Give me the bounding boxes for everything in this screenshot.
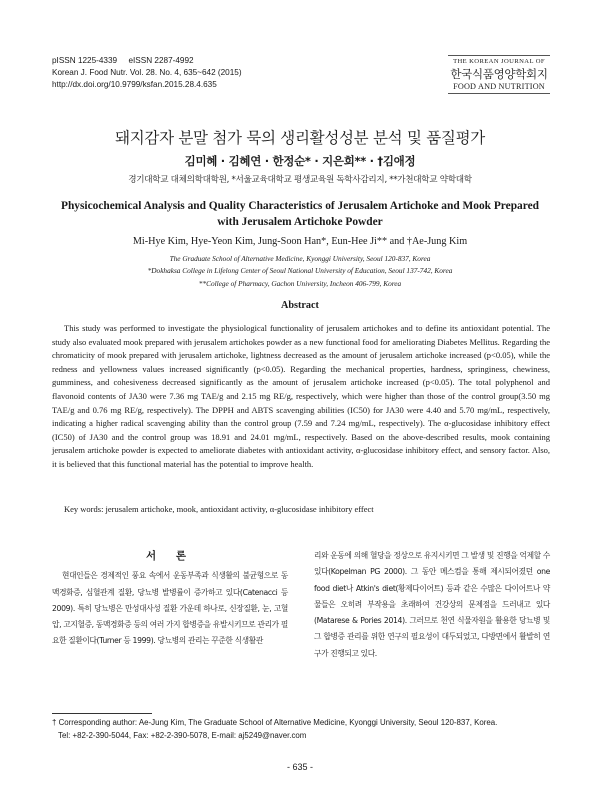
affiliation-1: The Graduate School of Alternative Medicine, Kyonggi University, Seoul 120-837, Korea	[169, 254, 431, 263]
journal-en-bottom: FOOD AND NUTRITION	[448, 82, 550, 94]
authors-korean: 김미혜 · 김혜연 · 한정순* · 지은희** · †김애정	[184, 154, 416, 168]
abstract-body: This study was performed to investigate the physiological functionality of jerusalem artichokes and to define its antioxidant potential. The study also evaluated mook prepared with jerusalem artichokes powder as a new functional food for ameliorating Diabetes Mellitus. Regarding the chromaticity of mook prepared with jerusalem artichoke, lightness decreased as the amount of jerusalem artichoke increased (p<0.05), while the redness and yellowness values increased significantly (p<0.05). Regarding the mechanical properties, hardness, springiness, chewiness, gumminess, and cohesiveness decreased significantly as the amount of jerusalem artichoke increased (p<0.05). The total polyphenol and flavonoid contents of JA30 were 7.36 mg TAE/g and 2.15 mg RE/g, respectively, which were higher than those of the control group(3.50 mg TAE/g and 0.76 mg RE/g, respectively). The DPPH and ABTS scavenging abilities (IC50) for JA30 were 4.40 and 5.70 mg/mL, respectively, indicating a higher radical scavenging ability than the control group (7.59 and 7.24 mg/mL, respectively). The α-glucosidase inhibitory effect (IC50) of JA30 and the control group was 18.91 and 24.01 mg/mL, respectively. Based on the above-described results, mook containing jerusalem artichoke powder is expected to ameliorate diabetes with antioxidant activity, α-glucosidase inhibitory effect, and sensory factor. Also, it is believed that this functional material has the potential to improve health.	[52, 323, 550, 469]
footnote-line-2: Tel: +82-2-390-5044, Fax: +82-2-390-5078, E-mail: aj5249@naver.com	[58, 731, 307, 741]
intro-paragraph-left: 현대인들은 경제적인 풍요 속에서 운동부족과 식생활의 불균형으로 동맥경화증, 심혈관계 질환, 당뇨병 발병률이 증가하고 있다(Catenacci 등 2009). 특히 당뇨병은 만성대사성 질환 가운데 하나로, 신장질환, 눈, 고혈압, 고지혈증, 동맥경화증 등의 여러 가지 합병증을 유발시키므로 관리가 필요한 질환이다(Turner 등 1999). 당뇨병의 관리는 꾸준한 식생활관	[52, 571, 288, 646]
section-heading-intro: 서 론	[146, 550, 194, 562]
affiliation-2: *Dokhaksa College in Lifelong Center of Seoul National University of Education, Seoul 137-742, Korea	[147, 266, 453, 276]
abstract-heading: Abstract	[281, 300, 319, 311]
intro-right-column	[314, 548, 550, 662]
journal-logo	[448, 55, 550, 94]
corresponding-author-footnote	[52, 716, 550, 742]
intro-left-column	[52, 548, 288, 650]
journal-kr: 한국식품영양학회지	[450, 67, 548, 81]
affiliations-korean: 경기대학교 대체의학대학원, *서울교육대학교 평생교육원 독학사감리지, **가천대학교 약학대학	[128, 175, 472, 185]
authors-english: Mi-Hye Kim, Hye-Yeon Kim, Jung-Soon Han*, Eun-Hee Ji** and †Ae-Jung Kim	[132, 236, 468, 247]
intro-paragraph-right: 리와 운동에 의해 혈당을 정상으로 유지시키면 그 발생 및 진행을 억제할 수 있다(Kopelman PG 2000). 그 동안 메스컴을 통해 제시되어졌던 one food diet나 Atkin's diet(황제다이어트) 등과 같은 수많은 다이어트나 약물들은 오히려 부작용을 초래하여 건강상의 문제점을 드러내고 있다(Matarese & Pories 2014). 그러므로 천연 식물자원을 활용한 당뇨병 및 그 합병증 관리를 위한 연구의 필요성이 대두되었고, 다방면에서 활발히 연구가 진행되고 있다.	[314, 551, 550, 658]
footnote-line-1: † Corresponding author: Ae-Jung Kim, The Graduate School of Alternative Medicine, Kyonggi University, Seoul 120-837, Korea.	[52, 718, 498, 727]
keywords: Key words: jerusalem artichoke, mook, antioxidant activity, α-glucosidase inhibitory effect	[64, 504, 374, 514]
doi-line: http://dx.doi.org/10.9799/ksfan.2015.28.4.635	[52, 80, 217, 89]
page-number: - 635 -	[286, 762, 313, 772]
title-english: Physicochemical Analysis and Quality Characteristics of Jerusalem Artichoke and Mook Prepared with Jerusalem Artichoke Powder	[61, 200, 539, 228]
affiliations-english	[0, 253, 600, 290]
title-korean: 돼지감자 분말 첨가 묵의 생리활성성분 분석 및 품질평가	[115, 129, 485, 147]
article-meta	[52, 55, 242, 91]
issn-line: pISSN 1225-4339 eISSN 2287-4992	[52, 56, 194, 65]
affiliation-3: **College of Pharmacy, Gachon University, Incheon 406-799, Korea	[198, 278, 402, 288]
footnote-divider	[52, 713, 152, 714]
citation-line: Korean J. Food Nutr. Vol. 28. No. 4, 635~642 (2015)	[52, 68, 242, 77]
journal-en-top: THE KOREAN JOURNAL OF	[448, 55, 550, 65]
